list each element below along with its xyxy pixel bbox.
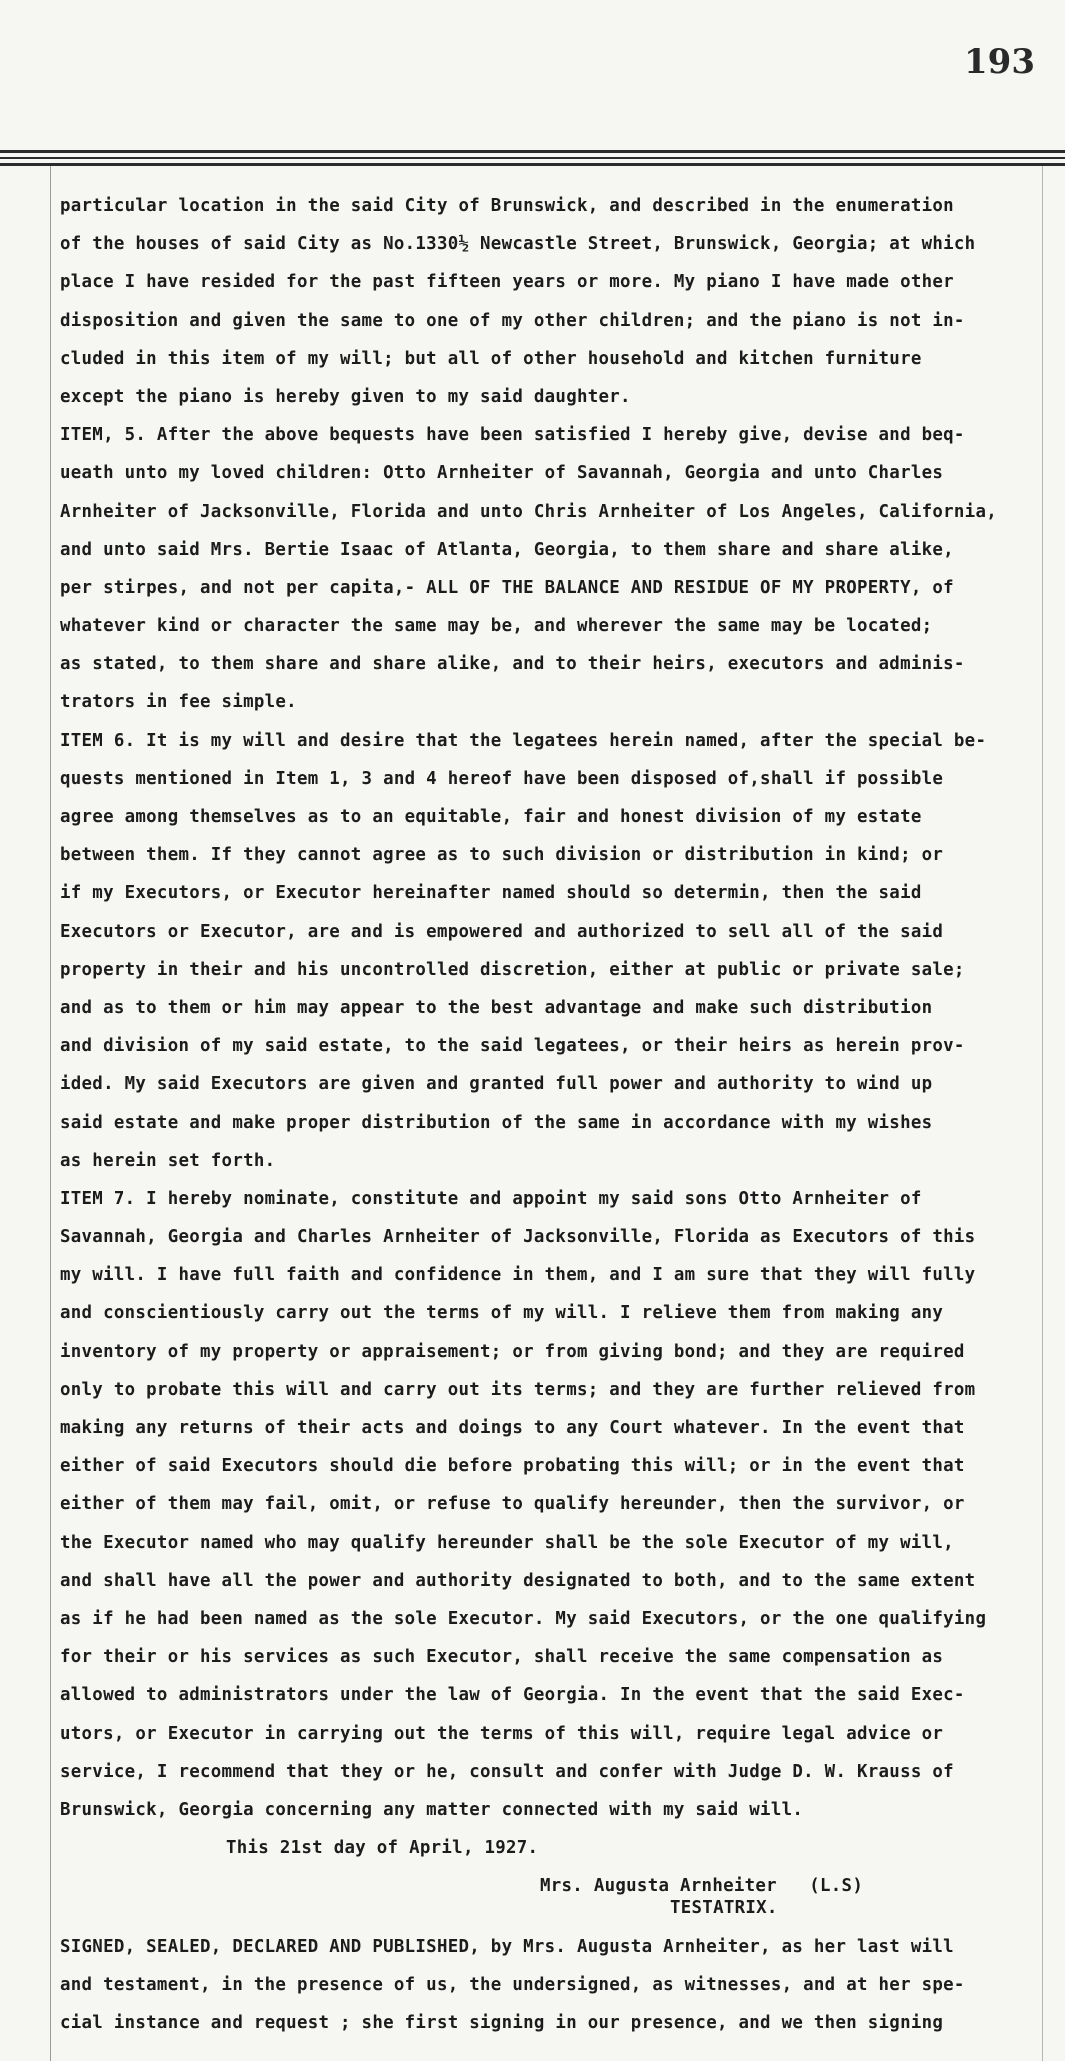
left-margin-line: [50, 166, 51, 2061]
text-line: trators in fee simple.: [60, 692, 297, 713]
text-line: only to probate this will and carry out its terms; and they are further relieved from: [60, 1379, 976, 1400]
text-line: agree among themselves as to an equitable, fair and honest division of my estate: [60, 807, 922, 827]
text-line: either of said Executors should die before probating this will; or in the event that: [60, 1456, 965, 1477]
text-line: as if he had been named as the sole Executor. My said Executors, or the one qualifying: [60, 1608, 987, 1629]
text-line: for their or his services as such Executor, shall receive the same compensation as: [60, 1647, 944, 1668]
header-rule-bottom: [0, 163, 1065, 166]
attestation-line: SIGNED, SEALED, DECLARED AND PUBLISHED, by Mrs. Augusta Arnheiter, as her last will: [60, 1936, 954, 1957]
page-number: 193: [964, 42, 1035, 82]
text-line: the Executor named who may qualify hereunder shall be the sole Executor of my will,: [60, 1532, 954, 1553]
text-line: as stated, to them share and share alike, and to their heirs, executors and adminis-: [60, 654, 965, 675]
text-line: per stirpes, and not per capita,- ALL OF THE BALANCE AND RESIDUE OF MY PROPERTY, of: [60, 577, 954, 598]
text-line: either of them may fail, omit, or refuse to qualify hereunder, then the survivor, or: [60, 1494, 965, 1515]
text-line: utors, or Executor in carrying out the terms of this will, require legal advice or: [60, 1723, 944, 1744]
text-line: and shall have all the power and authority designated to both, and to the same extent: [60, 1570, 976, 1591]
will-text-lines: [60, 187, 1035, 1829]
text-line: quests mentioned in Item 1, 3 and 4 hereof have been disposed of,shall if possible: [60, 768, 944, 789]
signature-title: TESTATRIX.: [670, 1898, 778, 1919]
text-line: and unto said Mrs. Bertie Isaac of Atlanta, Georgia, to them share and share alike,: [60, 539, 954, 560]
text-line: ITEM 7. I hereby nominate, constitute and appoint my said sons Otto Arnheiter of: [60, 1188, 922, 1209]
text-line: if my Executors, or Executor hereinafter named should so determin, then the said: [60, 883, 922, 904]
text-line: inventory of my property or appraisement; or from giving bond; and they are required: [60, 1341, 965, 1362]
text-line: and division of my said estate, to the said legatees, or their heirs as herein prov-: [60, 1036, 965, 1057]
text-line: service, I recommend that they or he, consult and confer with Judge D. W. Krauss of: [60, 1761, 954, 1782]
header-rule-top: [0, 150, 1065, 153]
date-line: This 21st day of April, 1927.: [226, 1838, 539, 1859]
text-line: property in their and his uncontrolled discretion, either at public or private sale;: [60, 959, 965, 980]
document-body: [60, 187, 1035, 2042]
text-line: of the houses of said City as No.1330½ Newcastle Street, Brunswick, Georgia; at which: [60, 234, 976, 255]
text-line: particular location in the said City of Brunswick, and described in the enumeration: [60, 196, 954, 216]
attestation-line: and testament, in the presence of us, the undersigned, as witnesses, and at her spe-: [60, 1974, 965, 1995]
text-line: cluded in this item of my will; but all of other household and kitchen furniture: [60, 348, 922, 369]
text-line: as herein set forth.: [60, 1150, 276, 1171]
text-line: Arnheiter of Jacksonville, Florida and unto Chris Arnheiter of Los Angeles, California,: [60, 501, 997, 522]
text-line: ITEM, 5. After the above bequests have been satisfied I hereby give, devise and beq-: [60, 425, 965, 446]
text-line: ueath unto my loved children: Otto Arnheiter of Savannah, Georgia and unto Charles: [60, 463, 944, 484]
text-line: ided. My said Executors are given and granted full power and authority to wind up: [60, 1074, 933, 1095]
text-line: place I have resided for the past fifteen years or more. My piano I have made other: [60, 272, 954, 293]
right-margin-line: [1042, 166, 1043, 2061]
text-line: ITEM 6. It is my will and desire that the legatees herein named, after the special be-: [60, 730, 987, 751]
text-line: allowed to administrators under the law of Georgia. In the event that the said Exec-: [60, 1685, 965, 1706]
text-line: disposition and given the same to one of my other children; and the piano is not in-: [60, 310, 965, 331]
header-rule-middle: [0, 157, 1065, 159]
attestation-clause: [60, 1928, 1035, 2043]
text-line: whatever kind or character the same may be, and wherever the same may be located;: [60, 616, 933, 637]
text-line: my will. I have full faith and confidence in them, and I am sure that they will fully: [60, 1265, 976, 1286]
text-line: Executors or Executor, are and is empowered and authorized to sell all of the said: [60, 921, 944, 942]
text-line: between them. If they cannot agree as to such division or distribution in kind; or: [60, 845, 944, 866]
signature-name: Mrs. Augusta Arnheiter (L.S): [540, 1876, 864, 1897]
text-line: and as to them or him may appear to the best advantage and make such distribution: [60, 997, 933, 1018]
attestation-line: cial instance and request ; she first signing in our presence, and we then signing: [60, 2013, 944, 2033]
text-line: and conscientiously carry out the terms of my will. I relieve them from making any: [60, 1303, 944, 1324]
text-line: said estate and make proper distribution of the same in accordance with my wishes: [60, 1112, 933, 1133]
text-line: Savannah, Georgia and Charles Arnheiter of Jacksonville, Florida as Executors of this: [60, 1227, 976, 1248]
text-line: making any returns of their acts and doings to any Court whatever. In the event that: [60, 1418, 965, 1438]
text-line: except the piano is hereby given to my said daughter.: [60, 386, 631, 407]
text-line: Brunswick, Georgia concerning any matter connected with my said will.: [60, 1799, 804, 1820]
